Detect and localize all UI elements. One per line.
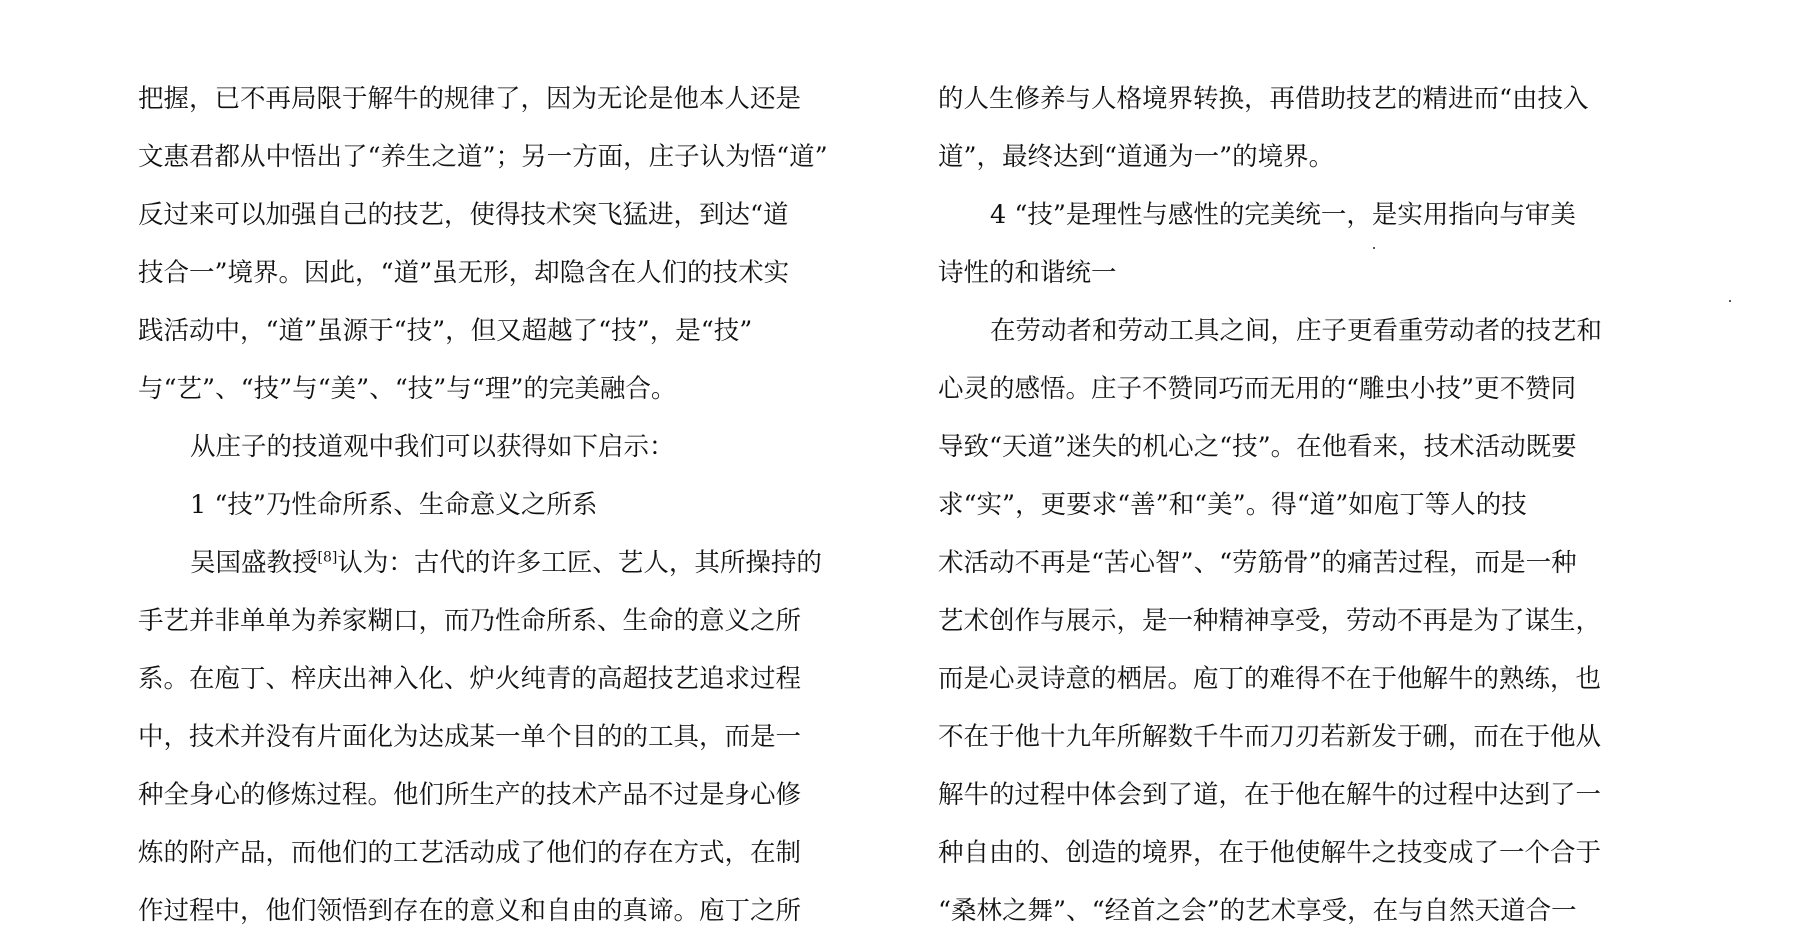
text-line: 炼的附产品，而他们的工艺活动成了他们的存在方式，在制 xyxy=(138,838,802,868)
text-line-continuation: 认为：古代的许多工匠、艺人，其所操持的 xyxy=(337,548,822,578)
section-heading: 1 “技”乃性命所系、生命意义之所系 xyxy=(190,490,598,520)
section-heading-continuation: 诗性的和谐统一 xyxy=(938,258,1117,288)
scan-speck xyxy=(1729,300,1731,302)
author-name: 吴国盛教授 xyxy=(190,548,318,578)
text-line: 术活动不再是“苦心智”、“劳筋骨”的痛苦过程，而是一种 xyxy=(938,548,1577,578)
paragraph-lead-line: 在劳动者和劳动工具之间，庄子更看重劳动者的技艺和 xyxy=(990,316,1603,346)
text-line: 求“实”，更要求“善”和“美”。得“道”如庖丁等人的技 xyxy=(938,490,1527,520)
text-line: 导致“天道”迷失的机心之“技”。在他看来，技术活动既要 xyxy=(938,432,1577,462)
text-line: 作过程中，他们领悟到存在的意义和自由的真谛。庖丁之所 xyxy=(138,896,802,926)
text-line: 与“艺”、“技”与“美”、“技”与“理”的完美融合。 xyxy=(138,374,677,404)
text-line: 不在于他十九年所解数千牛而刀刃若新发于硎，而在于他从 xyxy=(938,722,1602,752)
text-line: 种自由的、创造的境界，在于他使解牛之技变成了一个合于 xyxy=(938,838,1602,868)
text-line: 系。在庖丁、梓庆出神入化、炉火纯青的高超技艺追求过程 xyxy=(138,664,802,694)
text-line: 解牛的过程中体会到了道，在于他在解牛的过程中达到了一 xyxy=(938,780,1602,810)
text-line: 的人生修养与人格境界转换，再借助技艺的精进而“由技入 xyxy=(938,84,1589,114)
text-line: 把握，已不再局限于解牛的规律了，因为无论是他本人还是 xyxy=(138,84,802,114)
text-line: 而是心灵诗意的栖居。庖丁的难得不在于他解牛的熟练，也 xyxy=(938,664,1602,694)
paragraph-lead-line: 从庄子的技道观中我们可以获得如下启示： xyxy=(190,432,675,462)
text-line: 技合一”境界。因此，“道”虽无形，却隐含在人们的技术实 xyxy=(138,258,790,288)
text-line: 种全身心的修炼过程。他们所生产的技术产品不过是身心修 xyxy=(138,780,802,810)
text-line: 反过来可以加强自己的技艺，使得技术突飞猛进，到达“道 xyxy=(138,200,789,230)
text-line: 道”，最终达到“道通为一”的境界。 xyxy=(938,142,1335,172)
citation-marker: [8] xyxy=(317,549,338,566)
text-line: “桑林之舞”、“经首之会”的艺术享受，在与自然天道合一 xyxy=(938,896,1577,926)
text-line: 手艺并非单单为养家糊口，而乃性命所系、生命的意义之所 xyxy=(138,606,802,636)
text-line: 艺术创作与展示，是一种精神享受，劳动不再是为了谋生， xyxy=(938,606,1602,636)
text-line: 践活动中，“道”虽源于“技”，但又超越了“技”，是“技” xyxy=(138,316,753,346)
text-line: 中，技术并没有片面化为达成某一单个目的的工具，而是一 xyxy=(138,722,802,752)
text-line: 文惠君都从中悟出了“养生之道”；另一方面，庄子认为悟“道” xyxy=(138,142,828,172)
scan-speck xyxy=(1373,247,1375,249)
paragraph-lead-line xyxy=(138,534,822,592)
section-heading: 4 “技”是理性与感性的完美统一，是实用指向与审美 xyxy=(990,200,1576,230)
text-line: 心灵的感悟。庄子不赞同巧而无用的“雕虫小技”更不赞同 xyxy=(938,374,1577,404)
